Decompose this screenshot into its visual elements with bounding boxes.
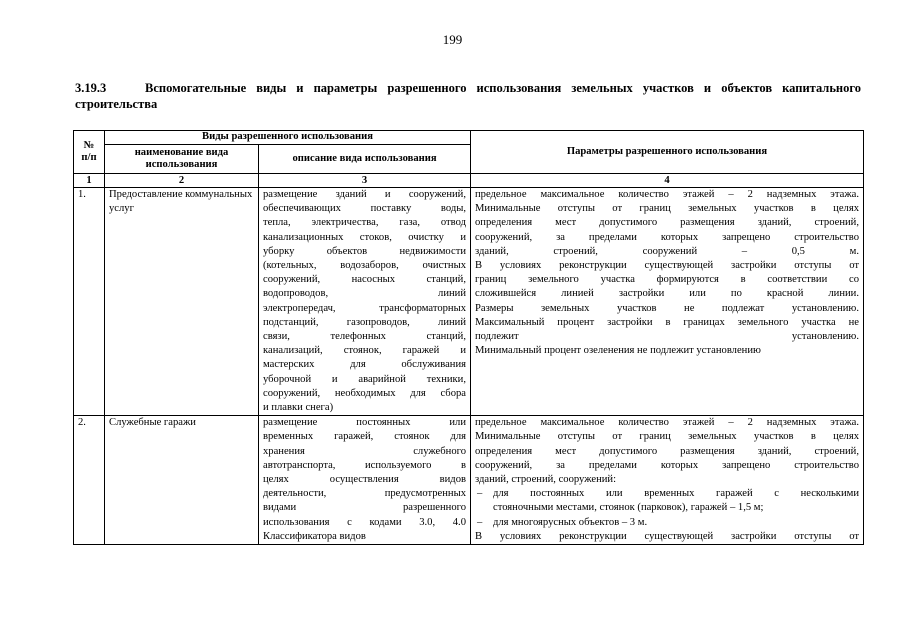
text-line: предельное максимальное количество этажей – 2 надземных этажа. [475,417,859,429]
dash-list-item [475,516,859,530]
text-line: определения мест допустимого размещения зданий, строений, [475,445,859,457]
text-line: В условиях реконструкции существующей застройки отступы от [475,260,859,272]
text-line: (котельных, водозаборов, очистных [263,260,466,272]
header-num: № п/п [74,131,105,174]
page-number: 199 [442,32,463,47]
column-number: 1 [74,174,105,188]
text-line: деятельности, предусмотренных [263,488,466,500]
text-line: сооружений, за пределами которых запрещено строительство [475,459,859,471]
text-line: тепла, электричества, газа, отвод [263,217,466,229]
text-line: канализаций, стоянок, гаражей и [263,345,466,357]
text-line: канализационных стоков, очистку и [263,231,466,243]
header-params: Параметры разрешенного использования [471,131,864,174]
text-line: автотранспорта, используемого в [263,459,466,471]
dash-list-item [475,487,859,515]
text-line: зданий, строений, сооружений – 0,5 м. [475,245,859,257]
text-line: обеспечивающих поставку воды, [263,203,466,215]
section-heading [75,80,861,112]
text-line: В условиях реконструкции существующей застройки отступы от [475,530,859,542]
row-params [471,416,864,545]
row-params [471,188,864,416]
text-line: мастерских для обслуживания [263,359,466,371]
text-line: Минимальный процент озеленения не подлежит установлению [475,345,761,357]
column-numbers-row [74,174,864,188]
row-num: 1. [74,188,105,416]
header-name: наименование вида использования [105,145,259,174]
table-row [74,188,864,416]
text-line: определения мест допустимого размещения зданий, строений, [475,217,859,229]
column-number: 4 [471,174,864,188]
row-name: Служебные гаражи [105,416,259,545]
header-description: описание вида использования [259,145,471,174]
text-line: временных гаражей, стоянок для [263,431,466,443]
text-line: уборку объектов недвижимости [263,245,466,257]
text-line: Минимальные отступы от границ земельных участков в целях [475,431,859,443]
text-line: и плавки снега) [263,402,334,414]
text-line: границ земельного участка формируются в соответствии со [475,274,859,286]
text-line: сложившейся линией застройки или по красной линии. [475,288,859,300]
text-line: целях осуществления видов [263,474,466,486]
dash-marker: – [477,488,483,500]
text-line: водопроводов, линий [263,288,466,300]
text-line: подстанций, газопроводов, линий [263,316,466,328]
table-header-row-1 [74,131,864,145]
text-line: подлежит установлению. [475,331,859,343]
section-number: 3.19.3 [75,81,107,95]
text-line: зданий, строений, сооружений: [475,474,617,486]
text-line: хранения служебного [263,445,466,457]
column-number: 2 [105,174,259,188]
text-line: стояночными местами, стоянок (парковок), гаражей – 1,5 м; [493,502,764,514]
permitted-use-table [73,130,864,545]
text-line: для постоянных или временных гаражей с несколькими [493,488,859,500]
text-line: сооружений, необходимых для сбора [263,387,466,399]
text-line: сооружений, насосных станций, [263,274,466,286]
text-line: Размеры земельных участков не подлежат установлению. [475,302,859,314]
section-title: Вспомогательные виды и параметры разрешенного использования земельных участков и объектов капитального строительства [75,81,861,111]
text-line: связи, телефонных станций, [263,331,466,343]
table-row [74,416,864,545]
row-description [259,416,471,545]
text-line: использования с кодами 3.0, 4.0 [263,516,466,528]
text-line: сооружений, за пределами которых запрещено строительство [475,231,859,243]
dash-marker: – [477,516,483,528]
text-line: Классификатора видов [263,530,366,542]
text-line: предельное максимальное количество этажей – 2 надземных этажа. [475,189,859,200]
column-number: 3 [259,174,471,188]
row-description [259,188,471,416]
text-line: размещение зданий и сооружений, [263,189,466,200]
text-line: Минимальные отступы от границ земельных участков в целях [475,203,859,215]
row-num: 2. [74,416,105,545]
text-line: размещение постоянных или [263,417,466,429]
text-line: видами разрешенного [263,502,466,514]
text-line: Максимальный процент застройки в границах земельного участка не [475,316,859,328]
text-line: электропередач, трансформаторных [263,302,466,314]
text-line: для многоярусных объектов – 3 м. [493,516,648,528]
header-group: Виды разрешенного использования [105,131,471,145]
text-line: уборочной и аварийной техники, [263,373,466,385]
row-name: Предоставление коммунальных услуг [105,188,259,416]
